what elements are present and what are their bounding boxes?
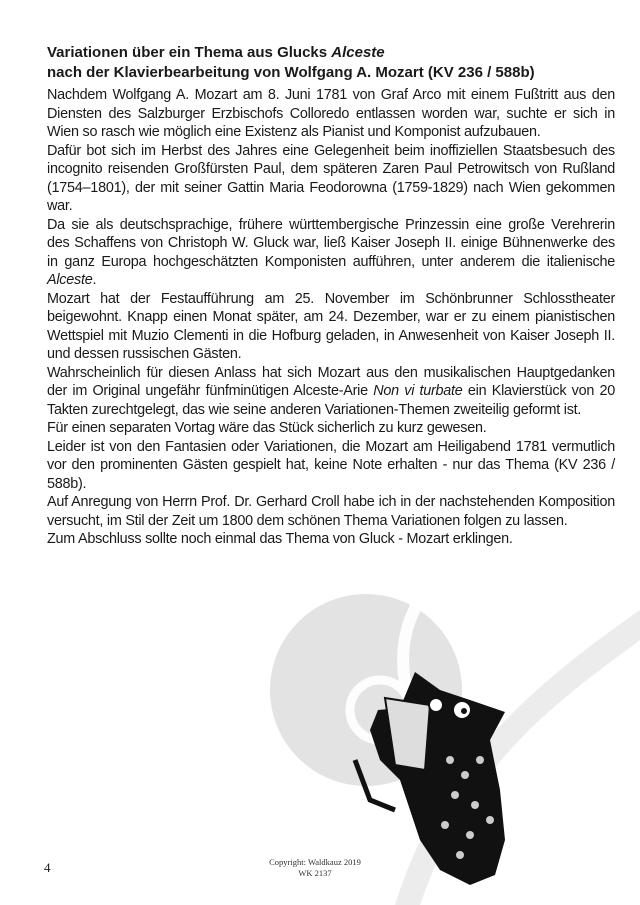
paragraph: Auf Anregung von Herrn Prof. Dr. Gerhard Croll habe ich in der nachstehenden Komposition versucht, im Stil der Zeit um 1800 dem schönen Thema Variationen folgen zu lassen. [47, 494, 615, 529]
title-line-2: nach der Klavierbearbeitung von Wolfgang A. Mozart (KV 236 / 588b) [47, 64, 535, 81]
paragraph: Nachdem Wolfgang A. Mozart am 8. Juni 1781 von Graf Arco mit einem Fußtritt aus den Diensten des Salzburger Erzbischofs Colloredo entlassen worden war, suchte er sich in Wien so rasch wie möglich eine Existenz als Pianist und Komponist aufzubauen. [47, 87, 615, 140]
catalog-number: WK 2137 [298, 868, 332, 878]
body-text [47, 86, 615, 549]
paragraph: Mozart hat der Festaufführung am 25. November im Schönbrunner Schlosstheater beigewohnt. Knapp einen Monat später, am 24. Dezember, war er zu einem pianistischen Wettspiel mit Muzio Clementi in die Hofburg geladen, in Anwesenheit von Kaiser Joseph II. und dessen russischen Gästen. [47, 290, 615, 362]
title-line-1: Variationen über ein Thema aus Glucks Alceste [47, 44, 385, 61]
paragraph: Da sie als deutschsprachige, frühere württembergische Prinzessin eine große Verehrerin des Schaffens von Christoph W. Gluck war, ließ Kaiser Joseph II. einige Bühnenwerke des in ganz Europa hochgeschätzten Komponisten aufführen, unter anderem die italienische Alceste. [47, 216, 615, 288]
paragraph: Für einen separaten Vortag wäre das Stück sicherlich zu kurz gewesen. [47, 420, 487, 436]
page-title [47, 43, 535, 83]
page-number: 4 [44, 860, 51, 875]
paragraph: Zum Abschluss sollte noch einmal das Thema von Gluck - Mozart erklingen. [47, 531, 513, 547]
copyright-footer [250, 857, 380, 879]
paragraph: Wahrscheinlich für diesen Anlass hat sich Mozart aus den musikalischen Hauptgedanken der im Original ungefähr fünfminütigen Alceste-Arie Non vi turbate ein Klavierstück von 20 Takten zurechtgelegt, das wie seine anderen Variationen-Themen zweiteilig geformt ist. [47, 364, 615, 418]
paragraph: Leider ist von den Fantasien oder Variationen, die Mozart am Heiligabend 1781 vermutlich vor den prominenten Gästen gespielt hat, keine Note erhalten - nur das Thema (KV 236 / 588b). [47, 438, 615, 492]
copyright-text: Copyright: Waldkauz 2019 [269, 857, 361, 867]
paragraph: Dafür bot sich im Herbst des Jahres eine Gelegenheit beim inoffiziellen Staatsbesuch des incognito reisenden Großfürsten Paul, dem späteren Zaren Paul Petrowitsch von Rußland (1754–1801), der mit seiner Gattin Maria Feodorowna (1759-1829) nach Wien gekommen war. [47, 142, 615, 214]
